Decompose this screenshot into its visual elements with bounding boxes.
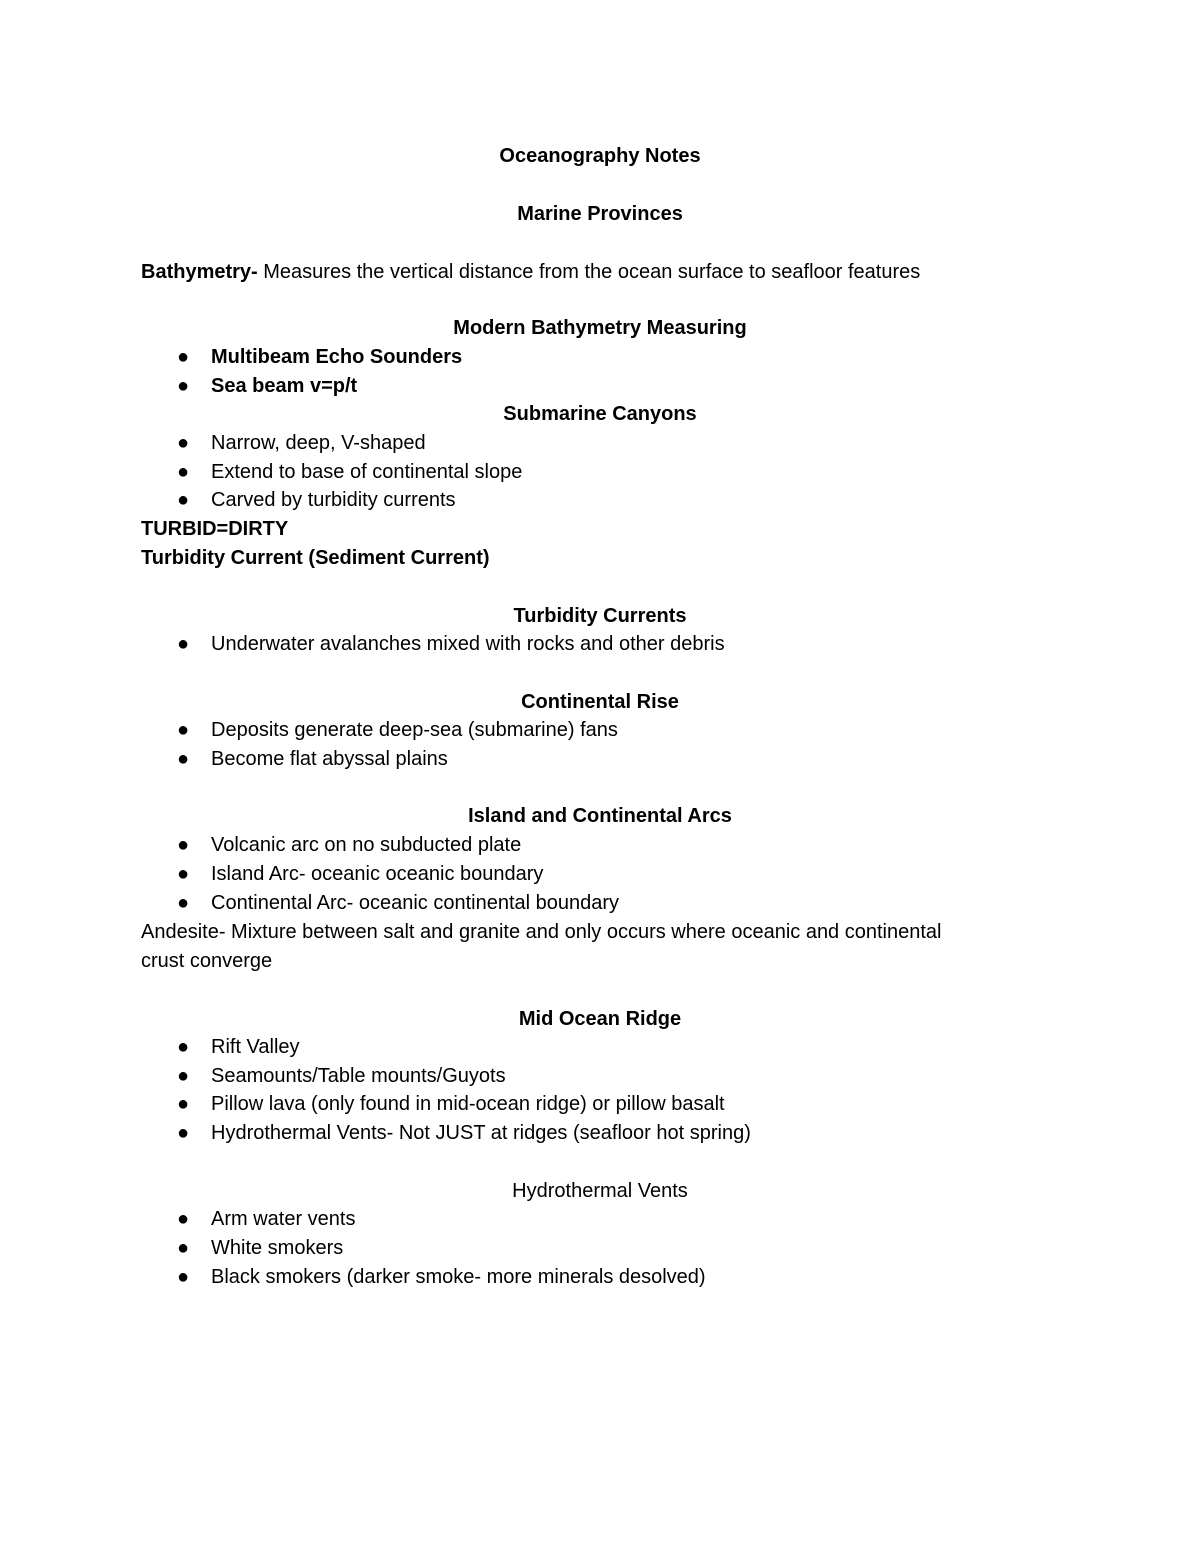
bullet-icon: ●: [177, 461, 190, 483]
list-item: Volcanic arc on no subducted plate: [211, 834, 522, 856]
bullet-icon: ●: [177, 1065, 190, 1087]
list-item: Extend to base of continental slope: [211, 461, 523, 483]
page-title: Oceanography Notes: [499, 145, 701, 167]
bathymetry-definition: [141, 258, 1021, 286]
andesite-line-1: Andesite- Mixture between salt and granite and only occurs where oceanic and continental: [141, 921, 942, 943]
turbid-note: TURBID=DIRTY: [141, 518, 289, 540]
list-item: Black smokers (darker smoke- more minerals desolved): [211, 1266, 706, 1288]
bullet-icon: ●: [177, 375, 190, 397]
heading-hydrothermal-vents: Hydrothermal Vents: [512, 1180, 688, 1202]
bullet-icon: ●: [177, 1266, 190, 1288]
bullet-icon: ●: [177, 489, 190, 511]
bullet-icon: ●: [177, 633, 190, 655]
heading-modern-bathymetry: Modern Bathymetry Measuring: [453, 317, 747, 339]
heading-turbidity-currents: Turbidity Currents: [513, 605, 687, 627]
list-item: Narrow, deep, V-shaped: [211, 432, 426, 454]
andesite-line-2: crust converge: [141, 950, 273, 972]
list-item: Sea beam v=p/t: [211, 375, 358, 397]
list-item: Carved by turbidity currents: [211, 489, 456, 511]
bullet-icon: ●: [177, 432, 190, 454]
list-item: Seamounts/Table mounts/Guyots: [211, 1065, 506, 1087]
bullet-icon: ●: [177, 1036, 190, 1058]
bullet-icon: ●: [177, 892, 190, 914]
heading-arcs: Island and Continental Arcs: [468, 805, 732, 827]
list-item: Underwater avalanches mixed with rocks and other debris: [211, 633, 725, 655]
list-item: Pillow lava (only found in mid-ocean ridge) or pillow basalt: [211, 1093, 725, 1115]
bathymetry-term: Bathymetry-: [141, 261, 258, 283]
list-item: Hydrothermal Vents- Not JUST at ridges (seafloor hot spring): [211, 1122, 751, 1144]
heading-submarine-canyons: Submarine Canyons: [503, 403, 697, 425]
list-item: Become flat abyssal plains: [211, 748, 448, 770]
list-item: Arm water vents: [211, 1208, 356, 1230]
bullet-icon: ●: [177, 719, 190, 741]
list-item: Island Arc- oceanic oceanic boundary: [211, 863, 544, 885]
turbidity-note: Turbidity Current (Sediment Current): [141, 547, 490, 569]
bullet-icon: ●: [177, 1093, 190, 1115]
heading-continental-rise: Continental Rise: [521, 691, 679, 713]
bullet-icon: ●: [177, 834, 190, 856]
list-item: Rift Valley: [211, 1036, 300, 1058]
bullet-icon: ●: [177, 1122, 190, 1144]
list-item: Deposits generate deep-sea (submarine) fans: [211, 719, 618, 741]
section-title-marine-provinces: Marine Provinces: [517, 203, 683, 225]
bullet-icon: ●: [177, 748, 190, 770]
bullet-icon: ●: [177, 346, 190, 368]
bathymetry-text: Measures the vertical distance from the ocean surface to seafloor features: [257, 261, 921, 283]
list-item: Continental Arc- oceanic continental boundary: [211, 892, 620, 914]
bullet-icon: ●: [177, 863, 190, 885]
list-item: Multibeam Echo Sounders: [211, 346, 463, 368]
bullet-icon: ●: [177, 1208, 190, 1230]
bullet-icon: ●: [177, 1237, 190, 1259]
heading-mid-ocean-ridge: Mid Ocean Ridge: [518, 1008, 682, 1030]
list-item: White smokers: [211, 1237, 344, 1259]
